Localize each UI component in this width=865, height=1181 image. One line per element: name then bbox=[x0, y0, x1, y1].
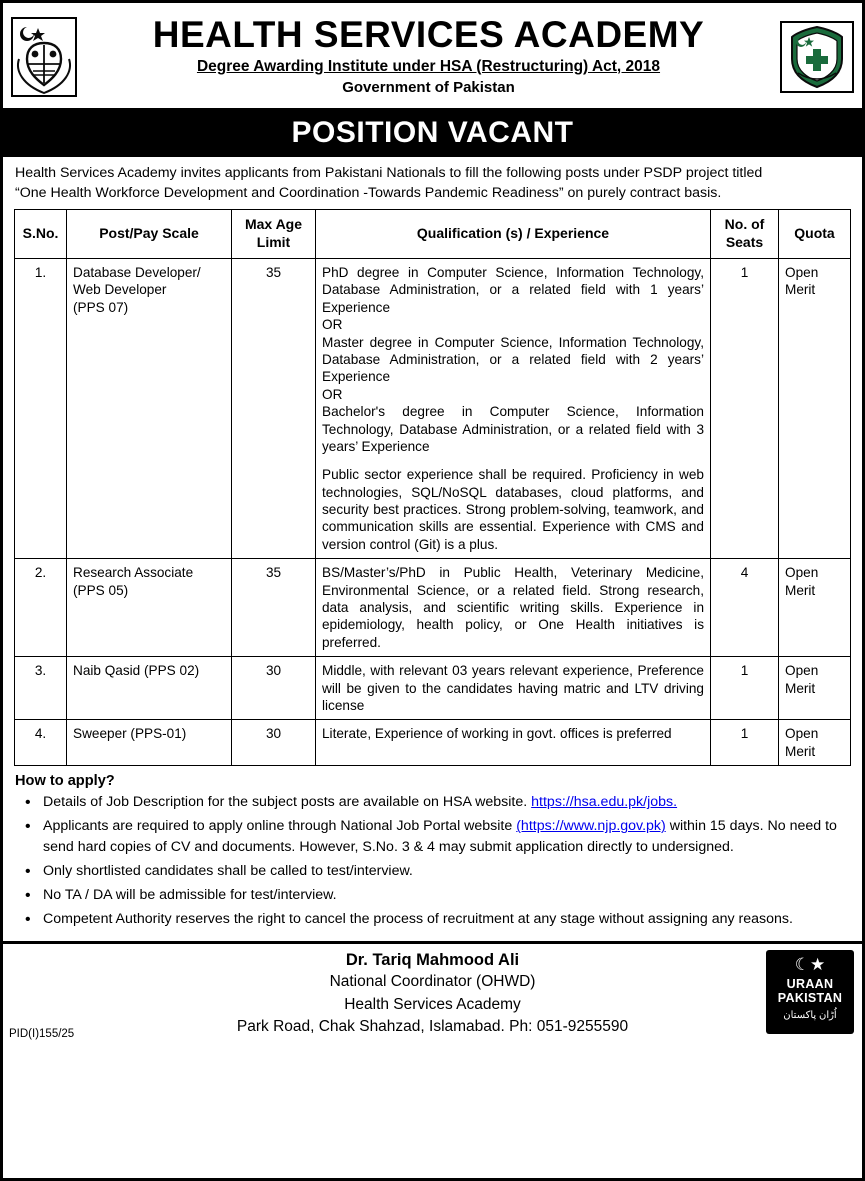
crescent-star-icon: ☾★ bbox=[794, 955, 826, 975]
column-header-seats: No. of Seats bbox=[711, 210, 779, 259]
apply-item-5-text: Competent Authority reserves the right to cancel the process of recruitment at any stage without assigning any reasons. bbox=[43, 911, 793, 928]
row4-seats: 1 bbox=[711, 720, 779, 766]
position-vacant-banner: POSITION VACANT bbox=[3, 111, 862, 157]
contact-address: Park Road, Chak Shahzad, Islamabad. Ph: 051-9255590 bbox=[236, 1018, 629, 1036]
table-row bbox=[15, 720, 851, 766]
list-item bbox=[41, 909, 850, 930]
intro-line-1: Health Services Academy invites applicants from Pakistani Nationals to fill the following posts under PSDP project titled bbox=[15, 165, 763, 181]
row2-post bbox=[67, 559, 232, 657]
apply-item-1-pre: Details of Job Description for the subject posts are available on HSA website. bbox=[43, 794, 532, 811]
page-header bbox=[3, 3, 862, 111]
table-row bbox=[15, 259, 851, 559]
pid-number: PID(I)155/25 bbox=[9, 1028, 75, 1041]
row1-qualification bbox=[316, 259, 711, 559]
row1-qual-or-2: OR bbox=[322, 386, 343, 402]
row4-qualification: Literate, Experience of working in govt. offices is preferred bbox=[316, 720, 711, 766]
list-item bbox=[41, 861, 850, 882]
row3-post: Naib Qasid (PPS 02) bbox=[67, 657, 232, 720]
row4-quota: Open Merit bbox=[779, 720, 851, 766]
row4-sno: 4. bbox=[15, 720, 67, 766]
row2-post-line2: (PPS 05) bbox=[73, 582, 129, 598]
row1-sno: 1. bbox=[15, 259, 67, 559]
list-item bbox=[41, 885, 850, 906]
list-item bbox=[41, 792, 850, 813]
column-header-quota: Quota bbox=[779, 210, 851, 259]
spacer bbox=[322, 455, 704, 466]
org-subtitle: Degree Awarding Institute under HSA (Restructuring) Act, 2018 bbox=[196, 57, 661, 75]
row3-seats: 1 bbox=[711, 657, 779, 720]
row1-post-line2: Web Developer bbox=[73, 282, 167, 298]
uraan-badge-line2: PAKISTAN bbox=[777, 991, 843, 1006]
contact-institute: Health Services Academy bbox=[344, 995, 521, 1013]
pakistan-state-emblem-icon bbox=[11, 17, 77, 97]
row2-post-line1: Research Associate bbox=[73, 565, 194, 581]
row1-qual-phd: PhD degree in Computer Science, Information Technology, Database Administration, or a related field with 1 years’ Experience bbox=[322, 265, 704, 315]
contact-name: Dr. Tariq Mahmood Ali bbox=[345, 951, 520, 970]
row2-quota: Open Merit bbox=[779, 559, 851, 657]
row3-age: 30 bbox=[232, 657, 316, 720]
how-to-apply-list bbox=[15, 792, 850, 930]
uraan-pakistan-badge bbox=[766, 950, 854, 1034]
row1-age: 35 bbox=[232, 259, 316, 559]
apply-item-2-post: within 15 days. No need to send hard copies of CV and documents. However, S.No. 3 & 4 may submit application directly to undersigned. bbox=[43, 818, 837, 855]
row3-sno: 3. bbox=[15, 657, 67, 720]
hsa-jobs-link[interactable]: https://hsa.edu.pk/jobs. bbox=[531, 794, 678, 811]
table-header-row bbox=[15, 210, 851, 259]
row1-qual-master: Master degree in Computer Science, Information Technology, Database Administration, or a related field with 2 years’ Experience bbox=[322, 334, 704, 385]
contact-designation: National Coordinator (OHWD) bbox=[329, 973, 536, 991]
njp-portal-link[interactable]: (https://www.njp.gov.pk) bbox=[516, 818, 666, 835]
column-header-post: Post/Pay Scale bbox=[67, 210, 232, 259]
org-government-line: Government of Pakistan bbox=[342, 79, 515, 97]
row2-age: 35 bbox=[232, 559, 316, 657]
row1-quota: Open Merit bbox=[779, 259, 851, 559]
apply-item-3-text: Only shortlisted candidates shall be called to test/interview. bbox=[43, 862, 413, 879]
list-item bbox=[41, 816, 850, 857]
how-to-apply-title: How to apply? bbox=[15, 773, 115, 790]
row1-post-line1: Database Developer/ bbox=[73, 265, 201, 280]
column-header-qualification: Qualification (s) / Experience bbox=[316, 210, 711, 259]
vacancy-table bbox=[14, 209, 851, 766]
uraan-badge-line1: URAAN bbox=[786, 977, 834, 992]
uraan-badge-urdu: اُڑان پاکستان bbox=[783, 1010, 837, 1022]
header-text-block bbox=[77, 13, 780, 97]
column-header-max-age: Max Age Limit bbox=[232, 210, 316, 259]
row3-quota: Open Merit bbox=[779, 657, 851, 720]
row1-post-line3: (PPS 07) bbox=[73, 299, 129, 315]
table-row bbox=[15, 559, 851, 657]
page-title: HEALTH SERVICES ACADEMY bbox=[152, 13, 705, 55]
intro-paragraph bbox=[3, 157, 862, 209]
row4-post: Sweeper (PPS-01) bbox=[67, 720, 232, 766]
page-footer bbox=[3, 941, 862, 1046]
row1-seats: 1 bbox=[711, 259, 779, 559]
row2-sno: 2. bbox=[15, 559, 67, 657]
row4-age: 30 bbox=[232, 720, 316, 766]
apply-item-4-text: No TA / DA will be admissible for test/interview. bbox=[43, 887, 337, 904]
health-services-academy-logo-icon bbox=[780, 21, 854, 93]
row1-post bbox=[67, 259, 232, 559]
apply-item-2-pre: Applicants are required to apply online through National Job Portal website bbox=[43, 818, 517, 835]
row2-seats: 4 bbox=[711, 559, 779, 657]
how-to-apply-section bbox=[3, 766, 862, 935]
intro-line-2: “One Health Workforce Development and Coordination -Towards Pandemic Readiness” on purely contract basis. bbox=[15, 184, 722, 201]
row1-qual-bachelor: Bachelor's degree in Computer Science, Information Technology, Database Administration, or a related field with 3 years’ Experience bbox=[322, 404, 704, 454]
column-header-sno: S.No. bbox=[15, 210, 67, 259]
row1-qual-or-1: OR bbox=[322, 317, 343, 333]
table-row bbox=[15, 657, 851, 720]
row1-qual-additional: Public sector experience shall be required. Proficiency in web technologies, SQL/NoSQL databases, cloud platforms, and security best practices. Strong problem-solving, teamwork, and communication skills are essential. Experience with CMS and version control (Git) is a plus. bbox=[322, 467, 704, 552]
row3-qualification: Middle, with relevant 03 years relevant experience, Preference will be given to the candidates having matric and LTV driving license bbox=[316, 657, 711, 720]
row2-qualification: BS/Master’s/PhD in Public Health, Veterinary Medicine, Environmental Science, or a related field. Strong research, data analysis, and scientific writing skills. Experience in epidemiology, health policy, or One Health initiatives is preferred. bbox=[316, 559, 711, 657]
